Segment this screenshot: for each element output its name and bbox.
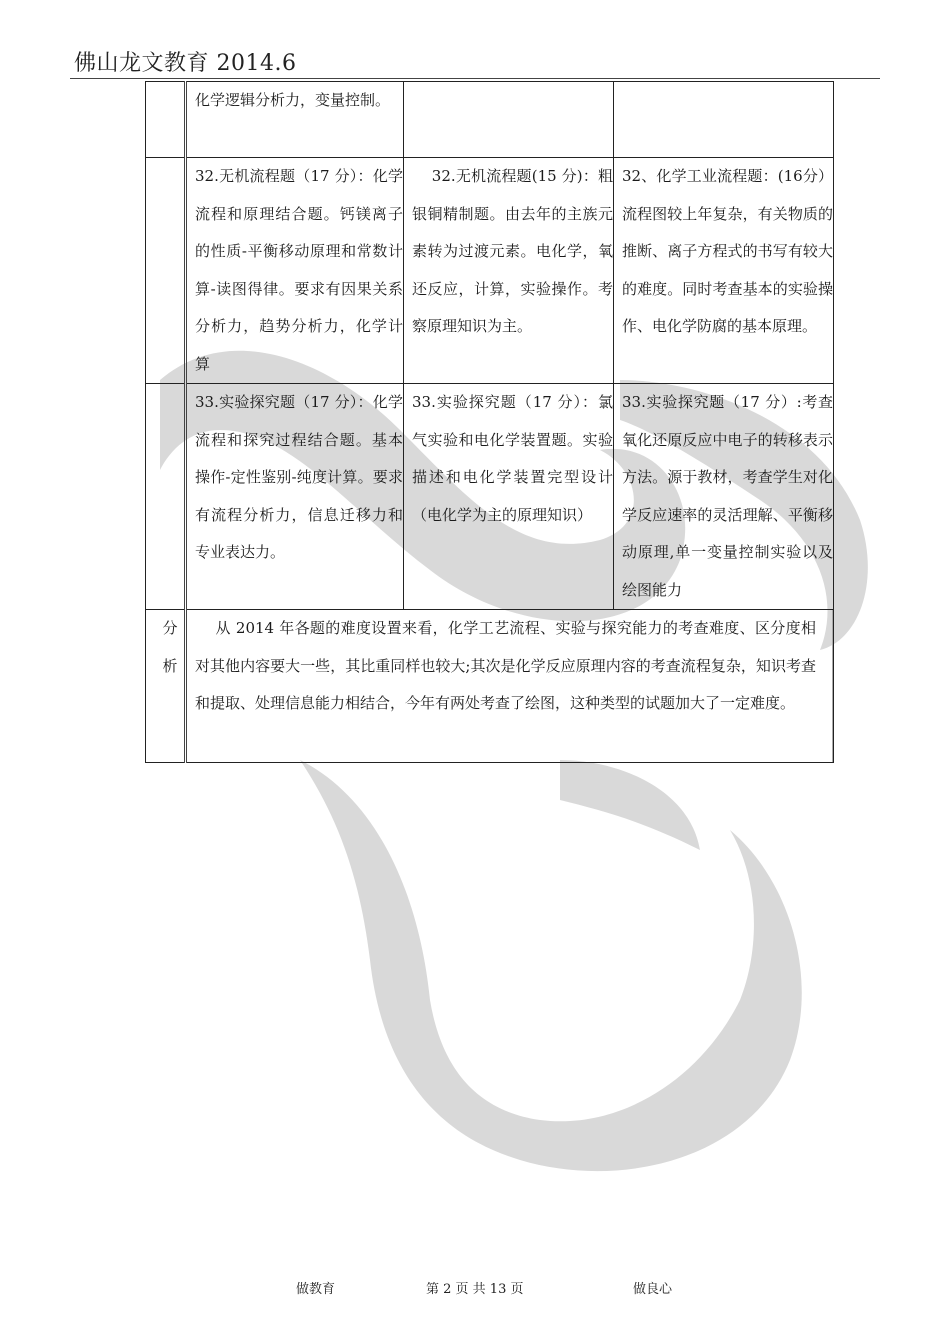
analysis-text: 从 2014 年各题的难度设置来看，化学工艺流程、实验与探究能力的考查难度、区分度相对其他内容要大一些，其比重同样也较大;其次是化学反应原理内容的考查流程复杂，知识考查和提取、处理信息能力相结合，今年有两处考查了绘图，这种类型的试题加大了一定难度。 bbox=[195, 619, 817, 712]
page-footer bbox=[0, 1278, 950, 1298]
cell-text-q32-c: 32、化学工业流程题：(16分）流程图较上年复杂，有关物质的推断、离子方程式的书写有较大的难度。同时考查基本的实验操作、电化学防腐的基本原理。 bbox=[622, 167, 833, 335]
table-row bbox=[146, 158, 834, 384]
table-row bbox=[146, 82, 834, 158]
table-cell bbox=[186, 384, 404, 610]
cell-text-2012: 化学逻辑分析力，变量控制。 bbox=[195, 91, 391, 109]
footer-right: 做良心 bbox=[633, 1282, 673, 1297]
cell-text-q32-b: 32.无机流程题(15 分)：粗银铜精制题。由去年的主族元素转为过渡元素。电化学，氧还反应，计算，实验操作。考察原理知识为主。 bbox=[412, 167, 613, 335]
table-cell bbox=[614, 82, 834, 158]
table-cell bbox=[404, 158, 614, 384]
analysis-cell bbox=[186, 610, 834, 763]
table-cell bbox=[404, 384, 614, 610]
table-cell bbox=[186, 82, 404, 158]
comparison-table bbox=[145, 81, 834, 763]
analysis-label-cell bbox=[146, 610, 186, 763]
analysis-label: 分 析 bbox=[162, 619, 178, 675]
cell-text-q33-b: 33.实验探究题（17 分）：氯气实验和电化学装置题。实验描述和电化学装置完型设计（电化学为主的原理知识） bbox=[412, 393, 613, 524]
row-label-cell bbox=[146, 384, 186, 610]
cell-text-q33-a: 33.实验探究题（17 分）：化学流程和探究过程结合题。基本操作-定性鉴别-纯度计算。要求有流程分析力，信息迁移力和专业表达力。 bbox=[195, 393, 403, 561]
table-cell bbox=[614, 158, 834, 384]
page-header-title: 佛山龙文教育 2014.6 bbox=[74, 51, 297, 76]
row-label-cell bbox=[146, 82, 186, 158]
footer-page-number: 第 2 页 共 13 页 bbox=[426, 1282, 524, 1297]
table-cell bbox=[404, 82, 614, 158]
table-row bbox=[146, 610, 834, 763]
table-row bbox=[146, 384, 834, 610]
cell-text-q32-a: 32.无机流程题（17 分）：化学流程和原理结合题。钙镁离子的性质-平衡移动原理和常数计算-读图得律。要求有因果关系分析力，趋势分析力，化学计算 bbox=[195, 167, 403, 373]
table-cell bbox=[614, 384, 834, 610]
footer-left: 做教育 bbox=[296, 1282, 336, 1297]
row-label-cell bbox=[146, 158, 186, 384]
cell-text-q33-c: 33.实验探究题（17 分）:考查氧化还原反应中电子的转移表示方法。源于教材，考查学生对化学反应速率的灵活理解、平衡移动原理,单一变量控制实验以及绘图能力 bbox=[622, 393, 833, 599]
table-cell bbox=[186, 158, 404, 384]
